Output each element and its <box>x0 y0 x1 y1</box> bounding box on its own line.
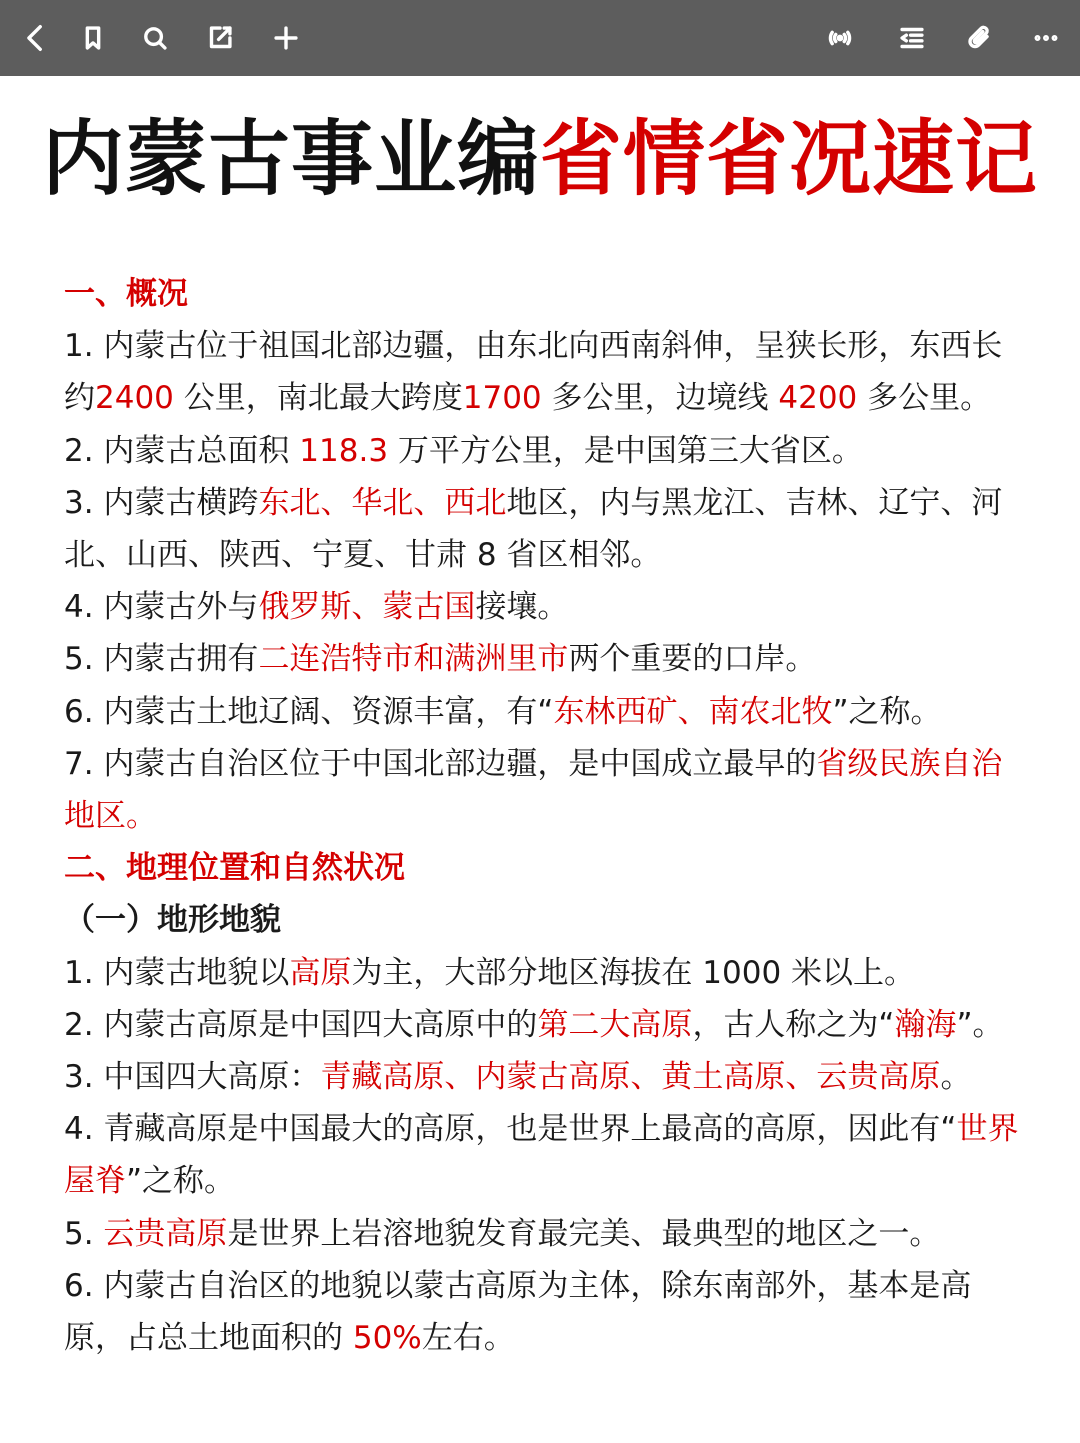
text: 左右。 <box>421 1320 515 1357</box>
text: 。 <box>940 1059 972 1096</box>
text: 2. 内蒙古总面积 <box>64 432 300 469</box>
add-icon[interactable] <box>260 12 312 64</box>
paragraph <box>64 686 1024 738</box>
search-icon[interactable] <box>129 12 181 64</box>
highlight: 2400 <box>95 380 174 417</box>
more-icon[interactable] <box>1020 12 1072 64</box>
bookmark-icon[interactable] <box>67 12 119 64</box>
highlight: 50% <box>352 1320 422 1357</box>
highlight: 世界屋脊 <box>64 1111 1019 1200</box>
paragraph <box>64 581 1024 633</box>
text: ”之称。 <box>126 1163 236 1200</box>
highlight: 118.3 <box>299 432 389 469</box>
paragraph <box>64 999 1024 1051</box>
section-heading-geography: 二、地理位置和自然状况 <box>64 850 405 887</box>
document-body <box>64 268 1024 1364</box>
highlight: 第二大高原 <box>537 1006 693 1043</box>
paragraph <box>64 947 1024 999</box>
highlight: 东北、华北、西北 <box>258 484 507 521</box>
highlight: 东林西矿、南农北牧 <box>553 693 833 730</box>
paragraph <box>64 477 1024 581</box>
highlight: 瀚海 <box>894 1006 957 1043</box>
text: 1. 内蒙古位于祖国北部边疆，由东北向西南斜伸，呈狭长形，东西长约 <box>64 328 1003 417</box>
page-title <box>0 100 1080 220</box>
text: 4. 青藏高原是中国最大的高原，也是世界上最高的高原，因此有“ <box>64 1111 957 1148</box>
title-part-red: 省情省况速记 <box>540 112 1039 207</box>
highlight: 青藏高原、内蒙古高原、黄土高原、云贵高原 <box>320 1059 941 1096</box>
paragraph <box>64 1260 1024 1364</box>
paragraph <box>64 1208 1024 1260</box>
text: ”。 <box>956 1006 1004 1043</box>
read-aloud-icon[interactable] <box>814 12 866 64</box>
highlight: 省级民族自治地区。 <box>64 745 1003 835</box>
section-heading-overview: 一、概况 <box>64 276 188 312</box>
highlight: 4200 <box>778 380 858 417</box>
paragraph <box>64 633 1024 685</box>
highlight: 云贵高原 <box>103 1215 228 1252</box>
text: 2. 内蒙古高原是中国四大高原中的 <box>64 1006 538 1043</box>
text: 5. 内蒙古拥有 <box>64 641 259 678</box>
text: ，古人称之为“ <box>692 1006 895 1043</box>
text: 是世界上岩溶地貌发育最完美、最典型的地区之一。 <box>227 1215 941 1252</box>
edit-icon[interactable] <box>194 12 246 64</box>
text: ”之称。 <box>832 693 942 730</box>
highlight: 俄罗斯、蒙古国 <box>258 589 476 626</box>
text: 万平方公里，是中国第三大省区。 <box>388 432 863 469</box>
text: 两个重要的口岸。 <box>568 641 817 678</box>
text: 6. 内蒙古自治区的地貌以蒙古高原为主体，除东南部外，基本是高原，占总土地面积的 <box>64 1267 972 1357</box>
text: 6. 内蒙古土地辽阔、资源丰富，有“ <box>64 693 554 730</box>
paragraph <box>64 320 1024 424</box>
subsection-heading-terrain: （一）地形地貌 <box>64 902 281 939</box>
text: 接壤。 <box>475 589 569 626</box>
back-icon[interactable] <box>10 12 62 64</box>
text: 5. <box>64 1215 104 1252</box>
highlight: 高原 <box>289 954 352 991</box>
text: 公里，南北最大跨度 <box>173 380 463 417</box>
top-toolbar <box>0 0 1080 76</box>
paragraph <box>64 1051 1024 1103</box>
text: 3. 内蒙古横跨 <box>64 484 259 521</box>
paragraph <box>64 738 1024 842</box>
highlight: 1700 <box>462 380 542 417</box>
highlight: 二连浩特市和满洲里市 <box>258 641 569 678</box>
paragraph <box>64 425 1024 477</box>
text: 3. 中国四大高原： <box>64 1059 321 1096</box>
text: 多公里。 <box>857 380 992 417</box>
text: 1. 内蒙古地貌以 <box>64 954 290 991</box>
text: 为主，大部分地区海拔在 1000 米以上。 <box>351 954 916 991</box>
paragraph <box>64 1103 1024 1207</box>
text: 7. 内蒙古自治区位于中国北部边疆，是中国成立最早的 <box>64 745 817 782</box>
attachment-icon[interactable] <box>954 12 1006 64</box>
text: 4. 内蒙古外与 <box>64 589 259 626</box>
outline-icon[interactable] <box>886 12 938 64</box>
text: 地区，内与黑龙江、吉林、辽宁、河北、山西、陕西、宁夏、甘肃 8 省区相邻。 <box>64 484 1003 574</box>
text: 多公里，边境线 <box>541 380 779 417</box>
title-part-black: 内蒙古事业编 <box>41 112 540 207</box>
